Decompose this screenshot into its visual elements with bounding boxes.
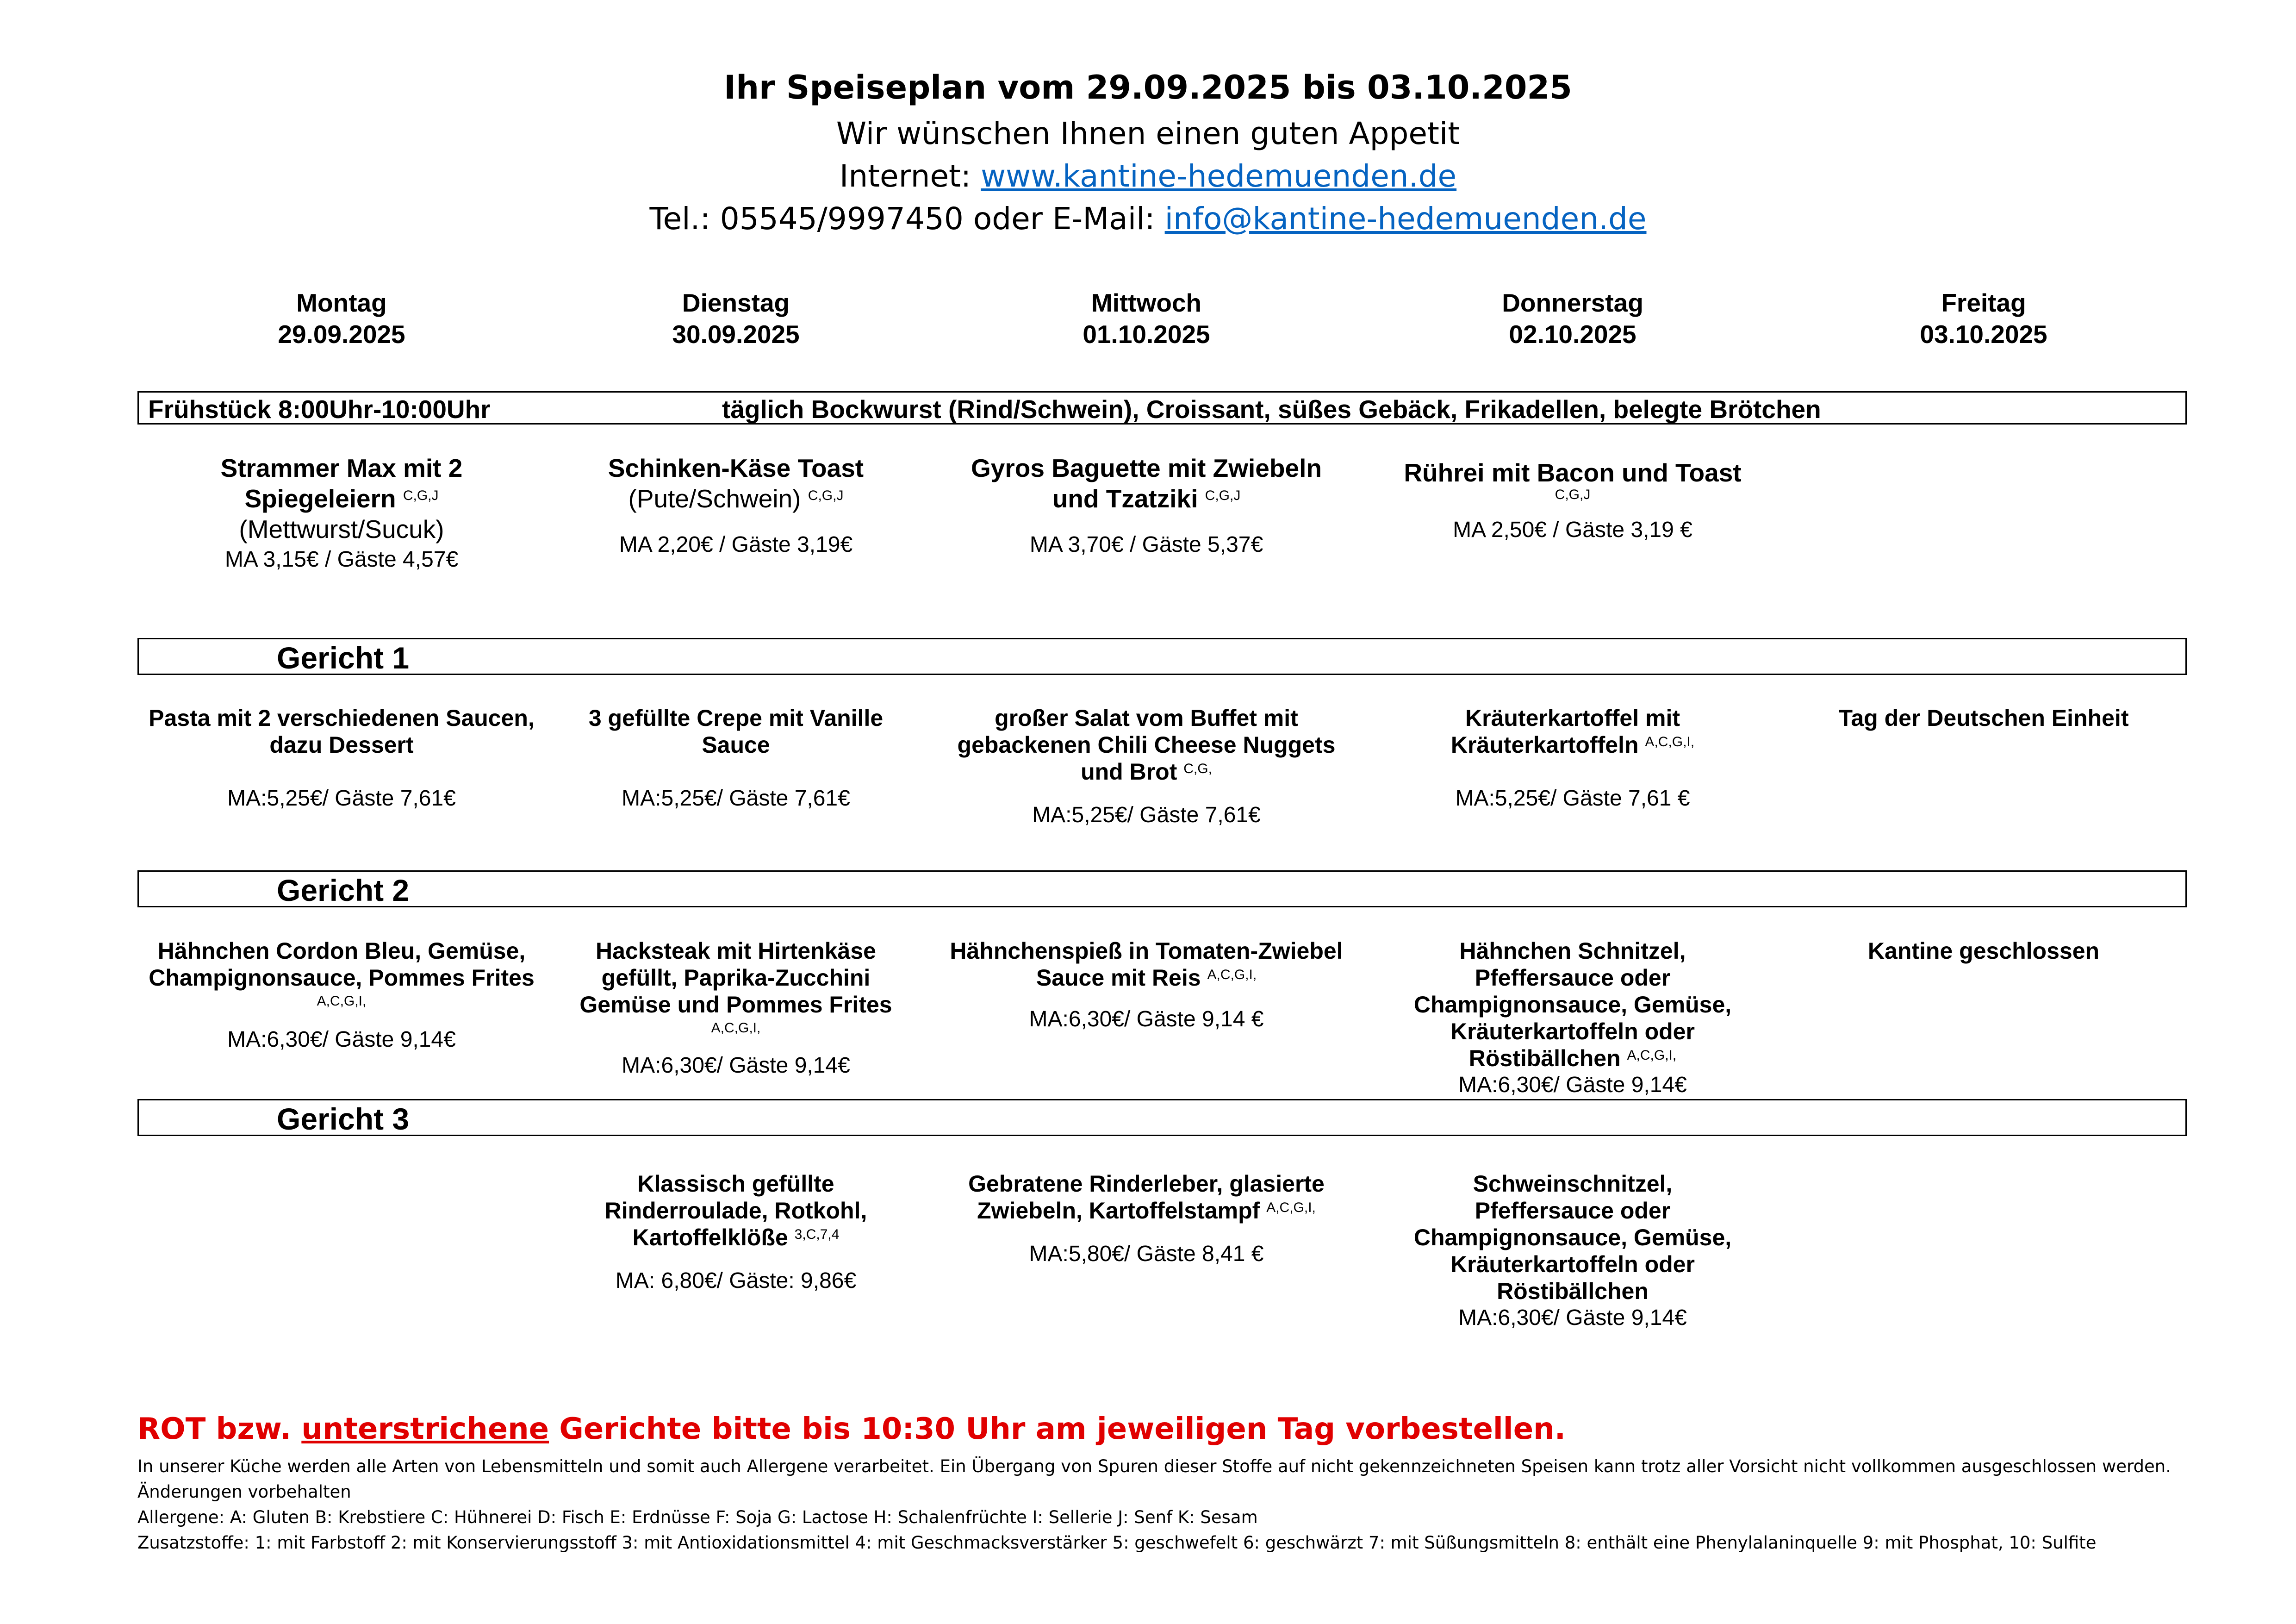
price: MA 3,15€ / Gäste 4,57€	[224, 547, 459, 572]
special-montag: Strammer Max mit 2 Spiegeleiern $^{C,G,J}$ (Mettwurst/Sucuk) MA 3,15€ / Gäste 4,57€	[133, 453, 550, 575]
price: MA:5,80€/ Gäste 8,41 €	[1029, 1242, 1264, 1266]
price: MA:6,30€/ Gäste 9,14€	[622, 1053, 850, 1078]
day-header-dienstag	[528, 287, 944, 350]
day-name: Mittwoch	[1091, 288, 1202, 317]
price: MA: 6,80€/ Gäste: 9,86€	[615, 1268, 857, 1293]
breakfast-text: täglich Bockwurst (Rind/Schwein), Croissant, süßes Gebäck, Frikadellen, belegte Brötchen	[722, 395, 1821, 424]
day-date: 29.09.2025	[278, 320, 405, 349]
additives-legend: Zusatzstoffe: 1: mit Farbstoff 2: mit Konservierungsstoff 3: mit Antioxidationsmittel 4: mit Geschmacksverstärker 5: geschwefelt 6: geschwärzt 7: mit Süßungsmitteln 8: enthält eine Phenylalaninquelle 9: mit Phosphat, 10: Sulfite	[137, 1533, 2097, 1553]
price: MA 2,20€ / Gäste 3,19€	[619, 532, 853, 557]
price: MA:6,30€/ Gäste 9,14€	[1458, 1305, 1687, 1330]
breakfast-label: Frühstück 8:00Uhr-10:00Uhr	[148, 395, 491, 424]
internet-label: Internet:	[839, 158, 981, 194]
price: MA 3,70€ / Gäste 5,37€	[1029, 532, 1263, 557]
gericht1-label: Gericht 1	[277, 641, 410, 675]
special-dienstag: Schinken-Käse Toast (Pute/Schwein) $^{C,G,J}$ MA 2,20€ / Gäste 3,19€	[528, 453, 944, 560]
price: MA:6,30€/ Gäste 9,14€	[1458, 1073, 1687, 1097]
day-date: 30.09.2025	[672, 320, 800, 349]
wish-line: Wir wünschen Ihnen einen guten Appetit	[836, 116, 1460, 151]
special-donnerstag: Rührei mit Bacon und Toast $^{C,G,J}$ MA 2,50€ / Gäste 3,19 €	[1364, 457, 1781, 545]
day-name: Freitag	[1941, 288, 2026, 317]
gericht2-freitag: Kantine geschlossen	[1867, 938, 2100, 964]
gericht1-donnerstag: Kräuterkartoffel mit Kräuterkartoffeln $^{A,C,G,I,}$ MA:5,25€/ Gäste 7,61 €	[1364, 705, 1781, 812]
day-date: 01.10.2025	[1083, 320, 1210, 349]
gericht1-freitag: Tag der Deutschen Einheit	[1838, 705, 2129, 731]
gericht1-dienstag: 3 gefüllte Crepe mit Vanille Sauce MA:5,25€/ Gäste 7,61€	[528, 705, 944, 812]
allergen-note: In unserer Küche werden alle Arten von Lebensmitteln und somit auch Allergene verarbeitet. Ein Übergang von Spuren dieser Stoffe auf nicht gekennzeichneten Speisen kann trotz aller Vorsicht nicht vollkommen ausgeschlossen werden.	[137, 1456, 2172, 1476]
day-name: Dienstag	[682, 288, 790, 317]
price: MA 2,50€ / Gäste 3,19 €	[1453, 518, 1692, 542]
gericht3-box	[137, 1099, 2187, 1136]
gericht2-label: Gericht 2	[277, 873, 410, 907]
gericht1-mittwoch: großer Salat vom Buffet mit gebackenen Chili Cheese Nuggets und Brot $^{C,G,}$ MA:5,25€/ Gäste 7,61€	[938, 705, 1355, 829]
day-header-montag	[133, 287, 550, 350]
page-title: Ihr Speiseplan vom 29.09.2025 bis 03.10.2025	[724, 69, 1572, 106]
gericht2-montag: Hähnchen Cordon Bleu, Gemüse, Champignonsauce, Pommes Frites $^{A,C,G,I,}$ MA:6,30€/ Gäste 9,14€	[133, 937, 550, 1053]
price: MA:5,25€/ Gäste 7,61€	[1032, 803, 1261, 827]
day-header-freitag	[1775, 287, 2192, 350]
gericht2-mittwoch: Hähnchenspieß in Tomaten-Zwiebel Sauce mit Reis $^{A,C,G,I,}$ MA:6,30€/ Gäste 9,14 €	[938, 937, 1355, 1033]
email-link[interactable]: info@kantine-hedemuenden.de	[1164, 201, 1647, 237]
price: MA:5,25€/ Gäste 7,61€	[622, 786, 850, 811]
gericht1-montag: Pasta mit 2 verschiedenen Saucen, dazu Dessert MA:5,25€/ Gäste 7,61€	[133, 705, 550, 812]
gericht3-label: Gericht 3	[277, 1102, 410, 1136]
price: MA:6,30€/ Gäste 9,14€	[227, 1027, 456, 1052]
changes-note: Änderungen vorbehalten	[137, 1482, 351, 1502]
contact-label: Tel.: 05545/9997450 oder E-Mail:	[649, 201, 1165, 237]
allergen-legend: Allergene: A: Gluten B: Krebstiere C: Hühnerei D: Fisch E: Erdnüsse F: Soja G: Lactose H: Schalenfrüchte I: Sellerie J: Senf K: Sesam	[137, 1507, 1258, 1527]
website-link[interactable]: www.kantine-hedemuenden.de	[981, 158, 1457, 194]
gericht2-box	[137, 870, 2187, 907]
internet-line	[0, 158, 2296, 194]
gericht3-donnerstag: Schweinschnitzel, Pfeffersauce oder Champignonsauce, Gemüse, Kräuterkartoffeln oder Röstibällchen MA:6,30€/ Gäste 9,14€	[1364, 1170, 1781, 1331]
preorder-notice: ROT bzw. unterstrichene Gerichte bitte bis 10:30 Uhr am jeweiligen Tag vorbestellen.	[137, 1412, 1566, 1446]
breakfast-box	[137, 391, 2187, 425]
day-header-donnerstag	[1364, 287, 1781, 350]
day-date: 03.10.2025	[1920, 320, 2047, 349]
gericht3-mittwoch: Gebratene Rinderleber, glasierte Zwiebeln, Kartoffelstampf $^{A,C,G,I,}$ MA:5,80€/ Gäste 8,41 €	[938, 1170, 1355, 1268]
day-name: Montag	[296, 288, 387, 317]
price: MA:5,25€/ Gäste 7,61 €	[1455, 786, 1690, 811]
special-mittwoch: Gyros Baguette mit Zwiebeln und Tzatziki $^{C,G,J}$ MA 3,70€ / Gäste 5,37€	[938, 453, 1355, 560]
gericht2-dienstag: Hacksteak mit Hirtenkäse gefüllt, Paprika-Zucchini Gemüse und Pommes Frites $^{A,C,G,I,}$ MA:6,30€/ Gäste 9,14€	[528, 937, 944, 1079]
gericht2-donnerstag: Hähnchen Schnitzel, Pfeffersauce oder Champignonsauce, Gemüse, Kräuterkartoffeln oder Röstibällchen $^{A,C,G,I,}$ MA:6,30€/ Gäste 9,14€	[1364, 937, 1781, 1099]
day-name: Donnerstag	[1502, 288, 1643, 317]
day-date: 02.10.2025	[1509, 320, 1636, 349]
price: MA:6,30€/ Gäste 9,14 €	[1029, 1007, 1264, 1031]
price: MA:5,25€/ Gäste 7,61€	[227, 786, 456, 811]
day-header-mittwoch	[938, 287, 1355, 350]
gericht3-dienstag: Klassisch gefüllte Rinderroulade, Rotkohl, Kartoffelklöße $^{3,C,7,4}$ MA: 6,80€/ Gäste: 9,86€	[528, 1170, 944, 1294]
gericht1-box	[137, 638, 2187, 675]
contact-line	[0, 201, 2296, 237]
